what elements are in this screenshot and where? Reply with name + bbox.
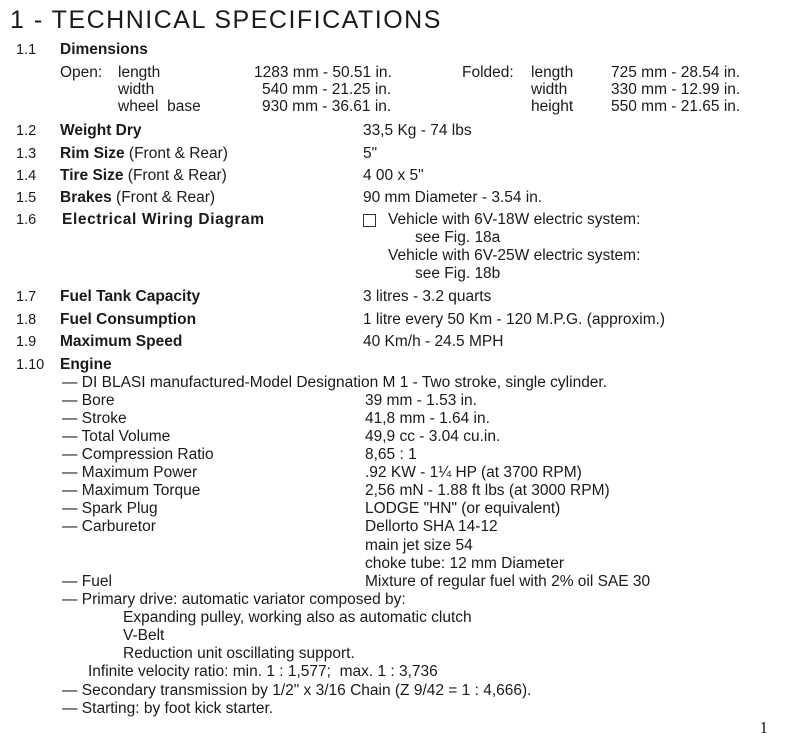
open-width-label: width bbox=[118, 81, 155, 98]
page-number: 1 bbox=[759, 718, 768, 737]
weight-heading: Weight Dry bbox=[60, 122, 142, 139]
carburetor-value: Dellorto SHA 14-12 bbox=[365, 518, 498, 535]
brakes-heading: Brakes (Front & Rear) bbox=[60, 189, 216, 206]
power-label: — Maximum Power bbox=[62, 464, 198, 481]
fuel-value: Mixture of regular fuel with 2% oil SAE 30 bbox=[365, 573, 651, 590]
stroke-label: — Stroke bbox=[62, 410, 127, 427]
bore-label: — Bore bbox=[62, 392, 115, 409]
section-number: 1.2 bbox=[16, 123, 37, 139]
section-number: 1.5 bbox=[16, 190, 37, 206]
tire-value: 4 00 x 5" bbox=[363, 167, 424, 184]
primary-item: Reduction unit oscillating support. bbox=[123, 645, 355, 662]
wiring-line-4: see Fig. 18b bbox=[415, 265, 501, 282]
fuel-consumption-value: 1 litre every 50 Km - 120 M.P.G. (approxim.) bbox=[363, 311, 666, 328]
velocity-ratio: Infinite velocity ratio: min. 1 : 1,577; max. 1 : 3,736 bbox=[88, 663, 438, 680]
wiring-line-1: Vehicle with 6V-18W electric system: bbox=[388, 211, 641, 228]
folded-length-label: length bbox=[531, 64, 574, 81]
rim-heading: Rim Size (Front & Rear) bbox=[60, 145, 228, 162]
primary-item: V-Belt bbox=[123, 627, 165, 644]
carburetor-label: — Carburetor bbox=[62, 518, 156, 535]
compression-value: 8,65 : 1 bbox=[365, 446, 417, 463]
open-width-value: 540 mm - 21.25 in. bbox=[262, 81, 392, 98]
section-number: 1.10 bbox=[16, 357, 45, 373]
folded-length-value: 725 mm - 28.54 in. bbox=[611, 64, 741, 81]
folded-label: Folded: bbox=[462, 64, 514, 81]
section-number: 1.9 bbox=[16, 334, 37, 350]
open-wheelbase-value: 930 mm - 36.61 in. bbox=[262, 98, 392, 115]
tire-heading: Tire Size (Front & Rear) bbox=[60, 167, 227, 184]
wiring-line-3: Vehicle with 6V-25W electric system: bbox=[388, 247, 641, 264]
page-title: 1 - TECHNICAL SPECIFICATIONS bbox=[10, 6, 442, 34]
engine-designation: — DI BLASI manufactured-Model Designation M 1 - Two stroke, single cylinder. bbox=[62, 374, 608, 391]
brakes-value: 90 mm Diameter - 3.54 in. bbox=[363, 189, 543, 206]
folded-height-value: 550 mm - 21.65 in. bbox=[611, 98, 741, 115]
primary-item: Expanding pulley, working also as automatic clutch bbox=[123, 609, 472, 626]
wiring-diagram-symbol-icon bbox=[363, 214, 376, 227]
carburetor-jet: main jet size 54 bbox=[365, 537, 473, 554]
section-number: 1.7 bbox=[16, 289, 37, 305]
rim-value: 5" bbox=[363, 145, 378, 162]
section-number: 1.8 bbox=[16, 312, 37, 328]
weight-value: 33,5 Kg - 74 lbs bbox=[363, 122, 472, 139]
open-length-value: 1283 mm - 50.51 in. bbox=[254, 64, 392, 81]
torque-value: 2,56 mN - 1.88 ft lbs (at 3000 RPM) bbox=[365, 482, 610, 499]
section-number: 1.6 bbox=[16, 212, 37, 228]
torque-label: — Maximum Torque bbox=[62, 482, 201, 499]
section-number: 1.4 bbox=[16, 168, 37, 184]
compression-label: — Compression Ratio bbox=[62, 446, 214, 463]
total-volume-value: 49,9 cc - 3.04 cu.in. bbox=[365, 428, 501, 445]
fuel-consumption-heading: Fuel Consumption bbox=[60, 311, 197, 328]
fuel-tank-value: 3 litres - 3.2 quarts bbox=[363, 288, 492, 305]
open-length-label: length bbox=[118, 64, 161, 81]
stroke-value: 41,8 mm - 1.64 in. bbox=[365, 410, 490, 427]
open-wheelbase-label: wheel base bbox=[118, 98, 201, 115]
wiring-heading: Electrical Wiring Diagram bbox=[62, 211, 265, 228]
secondary-transmission: — Secondary transmission by 1/2" x 3/16 Chain (Z 9/42 = 1 : 4,666). bbox=[62, 682, 532, 699]
fuel-tank-heading: Fuel Tank Capacity bbox=[60, 288, 201, 305]
folded-width-label: width bbox=[531, 81, 568, 98]
carburetor-choke: choke tube: 12 mm Diameter bbox=[365, 555, 565, 572]
starting: — Starting: by foot kick starter. bbox=[62, 700, 274, 717]
spark-plug-label: — Spark Plug bbox=[62, 500, 158, 517]
open-label: Open: bbox=[60, 64, 103, 81]
wiring-line-2: see Fig. 18a bbox=[415, 229, 501, 246]
fuel-label: — Fuel bbox=[62, 573, 112, 590]
engine-heading: Engine bbox=[60, 356, 112, 373]
section-number: 1.1 bbox=[16, 42, 37, 58]
max-speed-value: 40 Km/h - 24.5 MPH bbox=[363, 333, 504, 350]
power-value: .92 KW - 1¼ HP (at 3700 RPM) bbox=[365, 464, 582, 481]
section-heading: Dimensions bbox=[60, 41, 148, 58]
primary-drive: — Primary drive: automatic variator composed by: bbox=[62, 591, 406, 608]
folded-width-value: 330 mm - 12.99 in. bbox=[611, 81, 741, 98]
spark-plug-value: LODGE "HN" (or equivalent) bbox=[365, 500, 561, 517]
bore-value: 39 mm - 1.53 in. bbox=[365, 392, 477, 409]
max-speed-heading: Maximum Speed bbox=[60, 333, 183, 350]
folded-height-label: height bbox=[531, 98, 574, 115]
section-number: 1.3 bbox=[16, 146, 37, 162]
total-volume-label: — Total Volume bbox=[62, 428, 171, 445]
